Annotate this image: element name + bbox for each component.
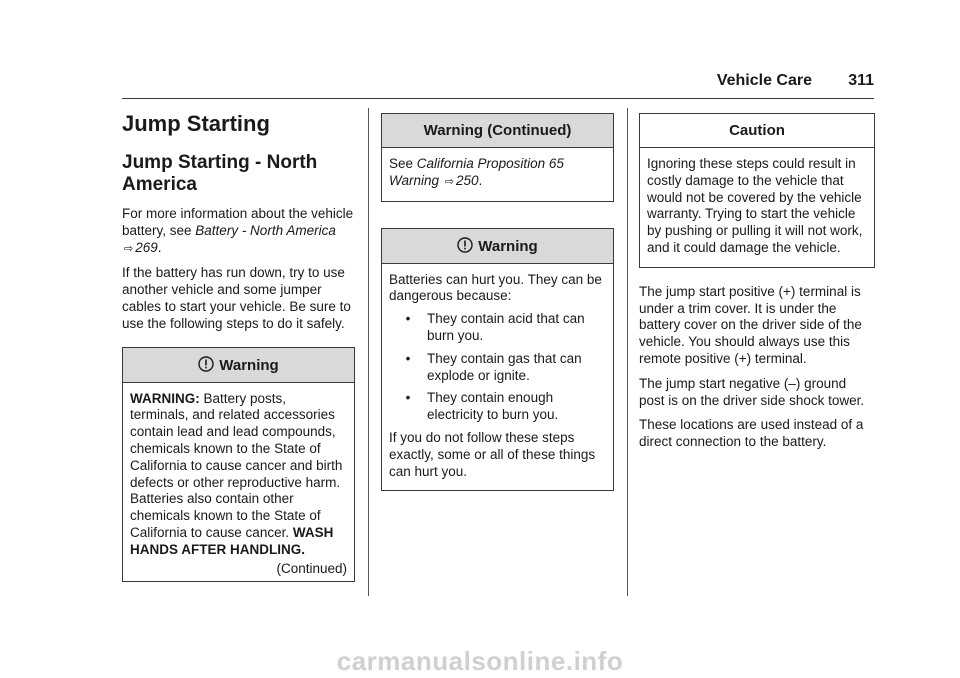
- caution-header: Caution: [640, 114, 874, 148]
- bullet-icon: •: [405, 390, 411, 406]
- warning-intro: Batteries can hurt you. They can be dangerous because:: [389, 271, 602, 304]
- warning-box: [122, 347, 355, 583]
- page-title: Jump Starting: [122, 111, 270, 136]
- warning-icon: [457, 237, 473, 253]
- warning-label: WARNING:: [130, 390, 200, 406]
- page-number: 311: [848, 72, 874, 89]
- warning-body-2: [382, 264, 613, 491]
- intro-paragraph: For more information about the vehicle battery, see Battery - North America ⇨ 269.: [122, 206, 354, 255]
- wash-hands-text: WASH HANDS AFTER HANDLING: [130, 524, 334, 557]
- warning-heading: Warning: [478, 237, 538, 255]
- caution-text: Ignoring these steps could result in costly damage to the vehicle that would not be covered by the vehicle warranty. Trying to start the vehicle by pushing or pulling it will not work, and it could damage the vehicle.: [647, 156, 863, 255]
- warning-icon: [198, 356, 214, 372]
- caution-body: [640, 148, 874, 267]
- list-item: • They contain enough electricity to burn you.: [389, 390, 606, 424]
- prop65-page-link[interactable]: 250: [456, 172, 479, 188]
- column-1: [122, 108, 355, 590]
- locations-paragraph: These locations are used instead of a direct connection to the battery.: [639, 417, 864, 450]
- column-3: [639, 108, 875, 459]
- bullet-icon: •: [405, 311, 411, 327]
- column-divider-1: [368, 108, 369, 596]
- warning-continued-body: See California Proposition 65 Warning ⇨ 250.: [389, 156, 564, 188]
- section-heading: Jump Starting - North America: [122, 152, 318, 195]
- warning-body: WARNING: Battery posts, terminals, and related accessories contain lead and lead compounds, chemicals known to the State of California to cause cancer and birth defects or other reproductive harm. Batteries also contain other chemicals known to the State of California to cause cancer. WASH HANDS AFTER HANDLING. (Continued): [130, 390, 347, 576]
- continued-label: (Continued): [276, 560, 347, 576]
- warning-continued-box: [381, 113, 614, 202]
- battery-link[interactable]: Battery - North America: [195, 222, 336, 238]
- list-item: • They contain gas that can explode or ignite.: [389, 351, 606, 385]
- jump-paragraph: If the battery has run down, try to use another vehicle and some jumper cables to start your vehicle. Be sure to use the following steps to do it safely.: [122, 265, 351, 331]
- caution-box: [639, 113, 875, 268]
- page-header: [122, 70, 874, 94]
- watermark: carmanualsonline.info: [336, 646, 624, 676]
- section-title: Vehicle Care: [716, 72, 812, 89]
- warning-outro: If you do not follow these steps exactly, some or all of these things can hurt you.: [389, 429, 596, 479]
- battery-page-link[interactable]: 269: [135, 239, 158, 255]
- bullet-icon: •: [405, 350, 411, 366]
- column-divider-2: [627, 108, 628, 596]
- header-rule: [122, 98, 874, 99]
- prop65-link[interactable]: California Proposition 65 Warning: [389, 156, 564, 188]
- warning-header-2: [382, 229, 613, 264]
- warning-header: [123, 348, 354, 383]
- list-item: • They contain acid that can burn you.: [389, 311, 606, 345]
- warning-continued-header: Warning (Continued): [382, 114, 613, 148]
- warning-heading: Warning: [219, 356, 279, 374]
- page-ref-arrow-icon: ⇨: [124, 242, 134, 255]
- warning-box-2: [381, 228, 614, 492]
- page-ref-arrow-icon: ⇨: [444, 175, 455, 188]
- positive-terminal-paragraph: The jump start positive (+) terminal is under a trim cover. It is under the battery cover on the driver side of the vehicle. You should always use this remote positive (+) terminal.: [639, 283, 862, 366]
- negative-post-paragraph: The jump start negative (–) ground post is on the driver side shock tower.: [639, 375, 865, 408]
- column-2: [381, 108, 614, 499]
